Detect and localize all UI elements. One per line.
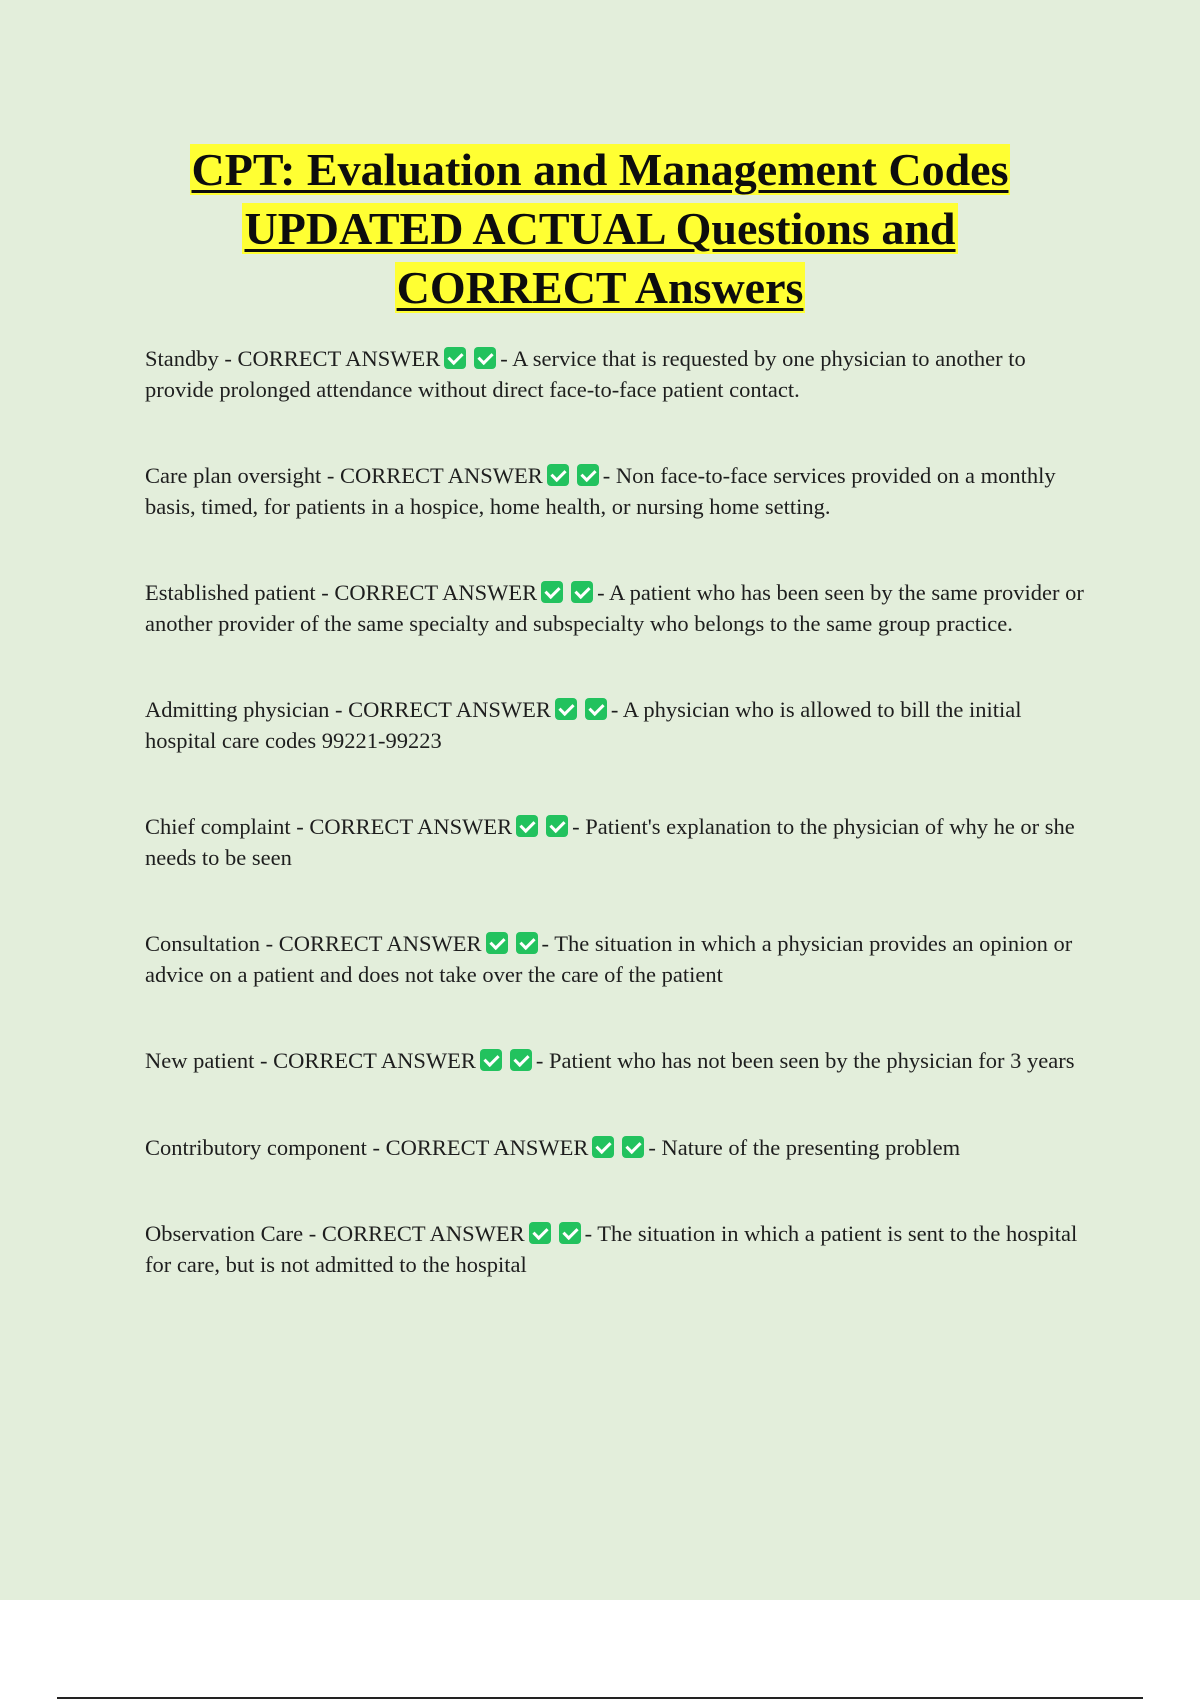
qa-definition: Patient's explanation to the physician of why he or she needs to be seen <box>145 814 1075 870</box>
correct-answer-label: CORRECT ANSWER <box>273 1048 476 1073</box>
qa-definition: Patient who has not been seen by the physician for 3 years <box>548 1048 1075 1073</box>
check-box-icon <box>510 1049 532 1071</box>
qa-term: New patient <box>145 1048 255 1073</box>
check-box-icon <box>516 815 538 837</box>
correct-answer-label: CORRECT ANSWER <box>385 1134 589 1160</box>
correct-answer-label: CORRECT ANSWER <box>237 346 441 371</box>
check-box-icon <box>555 698 577 720</box>
title-line: CPT: Evaluation and Management Codes <box>191 144 1009 195</box>
check-box-icon <box>547 464 569 486</box>
correct-answer-label: CORRECT ANSWER <box>339 463 543 488</box>
qa-term: Established patient <box>145 580 316 605</box>
qa-definition: A physician who is allowed to bill the initial hospital care codes 99221-99223 <box>145 697 1022 753</box>
qa-definition: Nature of the presenting problem <box>661 1134 961 1160</box>
qa-term: Standby <box>145 346 219 371</box>
correct-answer-label: CORRECT ANSWER <box>278 931 482 956</box>
qa-definition: A service that is requested by one physician to another to provide prolonged attendance without direct face-to-face patient contact. <box>145 346 1026 402</box>
qa-term: Admitting physician <box>145 697 330 722</box>
check-box-icon <box>486 932 508 954</box>
qa-item: Care plan oversight - CORRECT ANSWER - Non face-to-face services provided on a monthly basis, timed, for patients in a hospice, home health, or nursing home setting. <box>145 463 1056 519</box>
qa-item: Admitting physician - CORRECT ANSWER - A physician who is allowed to bill the initial hospital care codes 99221-99223 <box>145 697 1022 753</box>
qa-term: Consultation <box>145 931 261 956</box>
check-box-icon <box>516 932 538 954</box>
check-box-icon <box>474 347 496 369</box>
correct-answer-label: CORRECT ANSWER <box>334 580 538 605</box>
check-box-icon <box>622 1136 644 1158</box>
qa-item: Chief complaint - CORRECT ANSWER - Patient's explanation to the physician of why he or she needs to be seen <box>145 814 1075 870</box>
check-box-icon <box>571 581 593 603</box>
title-line: CORRECT Answers <box>396 262 804 313</box>
qa-definition: A patient who has been seen by the same provider or another provider of the same specialty and subspecialty who belongs to the same group practice. <box>145 580 1084 636</box>
qa-item: New patient - CORRECT ANSWER - Patient who has not been seen by the physician for 3 years <box>145 1048 1075 1073</box>
check-box-icon <box>559 1222 581 1244</box>
qa-item: Contributory component - CORRECT ANSWER - Nature of the presenting problem <box>145 1134 961 1160</box>
page-title <box>100 140 1100 317</box>
correct-answer-label: CORRECT ANSWER <box>321 1221 525 1246</box>
qa-definition: The situation in which a patient is sent to the hospital for care, but is not admitted to the hospital <box>145 1221 1078 1277</box>
qa-definition: Non face-to-face services provided on a monthly basis, timed, for patients in a hospice, home health, or nursing home setting. <box>145 463 1056 519</box>
title-line: UPDATED ACTUAL Questions and <box>244 203 956 254</box>
check-box-icon <box>546 815 568 837</box>
check-box-icon <box>585 698 607 720</box>
correct-answer-label: CORRECT ANSWER <box>348 697 551 722</box>
qa-term: Observation Care <box>145 1221 304 1246</box>
check-box-icon <box>592 1136 614 1158</box>
footer-divider <box>57 1697 1143 1699</box>
check-box-icon <box>480 1049 502 1071</box>
qa-item: Established patient - CORRECT ANSWER - A patient who has been seen by the same provider or another provider of the same specialty and subspecialty who belongs to the same group practice. <box>145 580 1084 636</box>
correct-answer-label: CORRECT ANSWER <box>309 814 513 839</box>
qa-item: Observation Care - CORRECT ANSWER - The situation in which a patient is sent to the hospital for care, but is not admitted to the hospital <box>145 1221 1078 1277</box>
check-box-icon <box>541 581 563 603</box>
qa-term: Chief complaint <box>145 814 291 839</box>
check-box-icon <box>444 347 466 369</box>
qa-item: Standby - CORRECT ANSWER - A service that is requested by one physician to another to provide prolonged attendance without direct face-to-face patient contact. <box>145 346 1026 402</box>
qa-term: Contributory component <box>145 1134 367 1160</box>
qa-item: Consultation - CORRECT ANSWER - The situation in which a physician provides an opinion or advice on a patient and does not take over the care of the patient <box>145 931 1073 987</box>
qa-term: Care plan oversight <box>145 463 322 488</box>
qa-list <box>145 344 1085 1280</box>
check-box-icon <box>529 1222 551 1244</box>
qa-definition: The situation in which a physician provides an opinion or advice on a patient and does not take over the care of the patient <box>145 931 1073 987</box>
check-box-icon <box>577 464 599 486</box>
